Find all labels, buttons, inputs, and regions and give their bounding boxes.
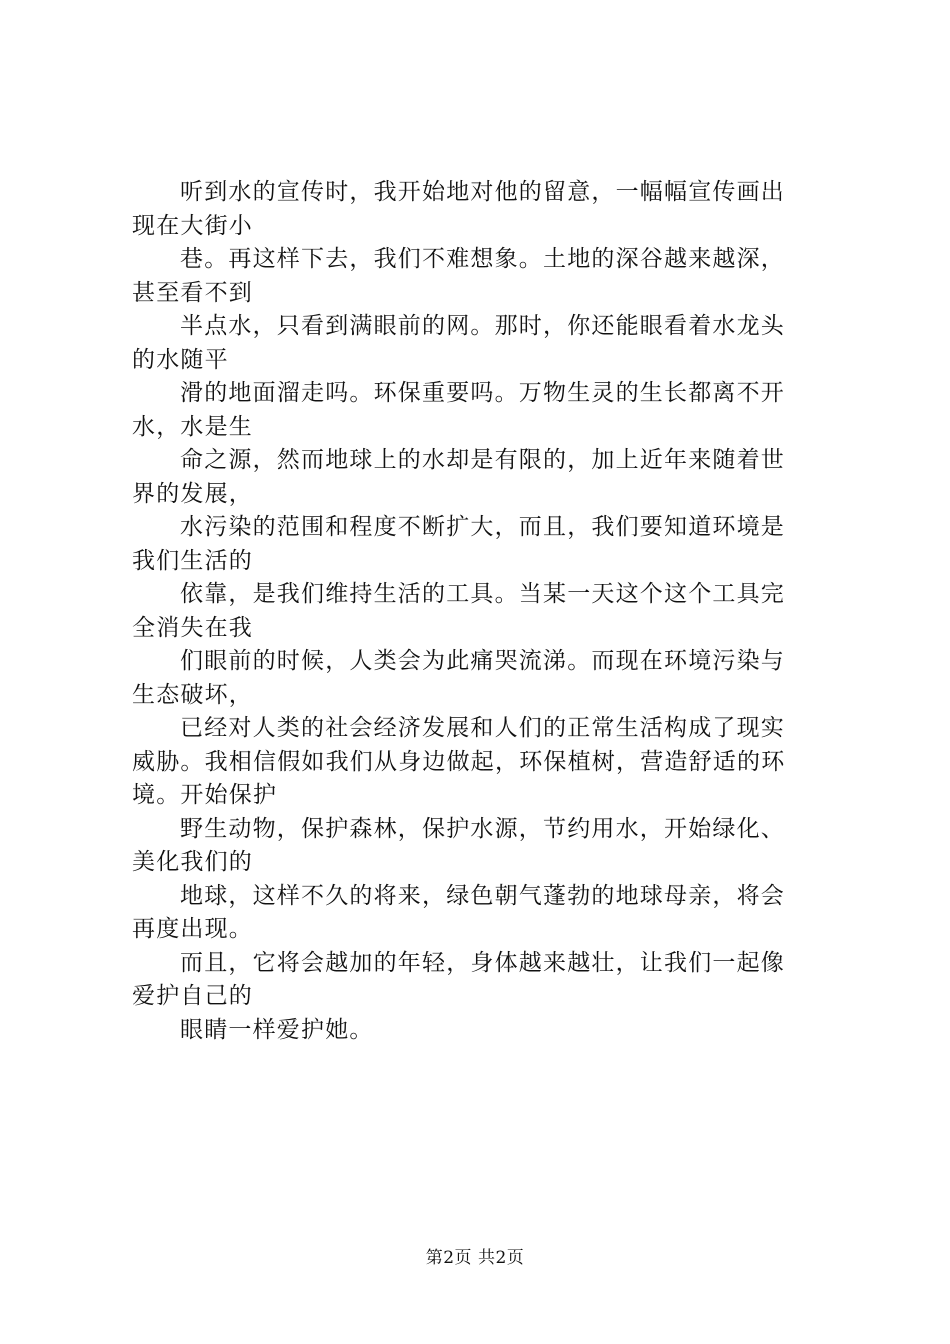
text-line: 甚至看不到 bbox=[132, 279, 253, 306]
text-line: 滑的地面溜走吗。环保重要吗。万物生灵的生长都离不开 bbox=[180, 380, 785, 406]
text-line: 们眼前的时候，人类会为此痛哭流涕。而现在环境污染与 bbox=[180, 648, 785, 674]
text-line: 听到水的宣传时，我开始地对他的留意，一幅幅宣传画出 bbox=[180, 179, 785, 205]
page-footer: 第2页 共2页 bbox=[425, 1248, 525, 1268]
text-line: 生态破坏， bbox=[132, 681, 253, 708]
text-line: 而且，它将会越加的年轻，身体越来越壮，让我们一起像 bbox=[180, 949, 785, 976]
text-line: 再度出现。 bbox=[132, 916, 253, 942]
text-line: 巷。再这样下去，我们不难想象。土地的深谷越来越深， bbox=[180, 246, 785, 272]
text-line: 地球，这样不久的将来，绿色朝气蓬勃的地球母亲，将会 bbox=[180, 882, 785, 909]
text-line: 威胁。我相信假如我们从身边做起，环保植树，营造舒适的环 bbox=[132, 748, 786, 775]
text-line: 现在大街小 bbox=[132, 212, 253, 239]
text-line: 的水随平 bbox=[132, 346, 229, 373]
text-line: 水污染的范围和程度不断扩大，而且，我们要知道环境是 bbox=[180, 514, 785, 540]
text-line: 界的发展， bbox=[132, 480, 253, 507]
text-line: 美化我们的 bbox=[132, 849, 253, 875]
text-line: 境。开始保护 bbox=[132, 782, 278, 808]
text-line: 我们生活的 bbox=[132, 547, 253, 574]
text-line: 全消失在我 bbox=[132, 614, 253, 641]
body-text bbox=[132, 176, 842, 1047]
text-line: 野生动物，保护森林，保护水源，节约用水，开始绿化、 bbox=[180, 815, 785, 842]
text-line: 半点水，只看到满眼前的网。那时，你还能眼看着水龙头 bbox=[180, 313, 785, 339]
text-line: 命之源，然而地球上的水却是有限的，加上近年来随着世 bbox=[180, 447, 785, 473]
text-line: 已经对人类的社会经济发展和人们的正常生活构成了现实 bbox=[180, 715, 785, 741]
text-line: 爱护自己的 bbox=[132, 983, 253, 1009]
text-line: 依靠，是我们维持生活的工具。当某一天这个这个工具完 bbox=[180, 581, 785, 607]
text-line: 水，水是生 bbox=[132, 413, 253, 440]
text-line: 眼睛一样爱护她。 bbox=[180, 1016, 374, 1043]
